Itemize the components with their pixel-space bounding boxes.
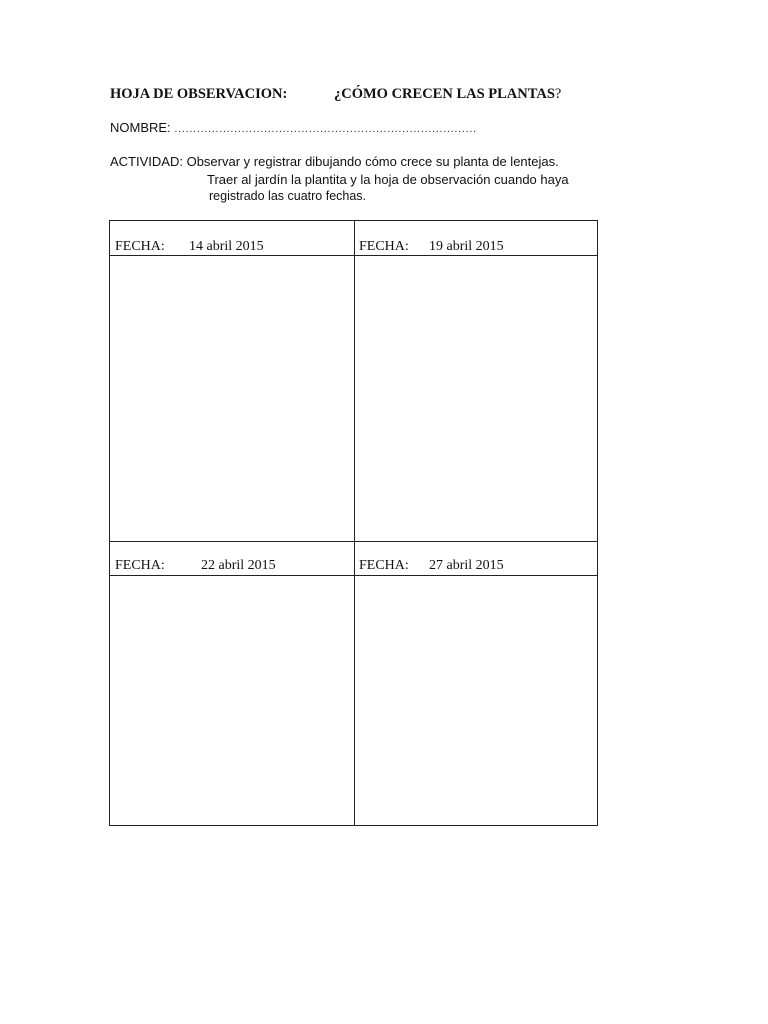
actividad-text-2: Traer al jardín la plantita y la hoja de observación cuando haya	[207, 171, 569, 187]
nombre-line	[110, 120, 477, 137]
title-right	[334, 86, 561, 103]
nombre-label: NOMBRE:	[110, 120, 171, 135]
fecha-date: 14 abril 2015	[189, 239, 264, 254]
title-question-mark: ?	[554, 86, 562, 102]
fecha-date: 27 abril 2015	[429, 558, 504, 573]
cell-2-header	[359, 239, 504, 255]
title-left: HOJA DE OBSERVACION:	[110, 86, 288, 102]
cell-4-header	[359, 558, 504, 574]
fecha-label: FECHA:	[359, 558, 409, 573]
drawing-area-3	[110, 576, 354, 826]
title-question: ¿CÓMO CRECEN LAS PLANTAS	[334, 86, 555, 102]
nombre-dots: ………………………………………………………………………	[174, 123, 477, 135]
fecha-label: FECHA:	[359, 239, 409, 254]
cell-3-header	[115, 558, 276, 574]
actividad-line-1	[110, 153, 569, 171]
fecha-label: FECHA:	[115, 558, 165, 573]
drawing-area-4	[355, 576, 598, 826]
grid-middle-divider	[110, 541, 597, 542]
actividad-label: ACTIVIDAD:	[110, 154, 183, 169]
drawing-area-1	[110, 256, 354, 541]
page-title	[110, 86, 561, 103]
drawing-area-2	[355, 256, 598, 541]
actividad-text-3: registrado las cuatro fechas.	[209, 189, 367, 203]
fecha-label: FECHA:	[115, 239, 165, 254]
actividad-text-1: Observar y registrar dibujando cómo crece su planta de lentejas.	[186, 154, 559, 169]
actividad-block	[110, 153, 569, 206]
observation-grid	[109, 220, 598, 826]
fecha-date: 19 abril 2015	[429, 239, 504, 254]
cell-1-header	[115, 239, 264, 255]
fecha-date: 22 abril 2015	[201, 558, 276, 573]
